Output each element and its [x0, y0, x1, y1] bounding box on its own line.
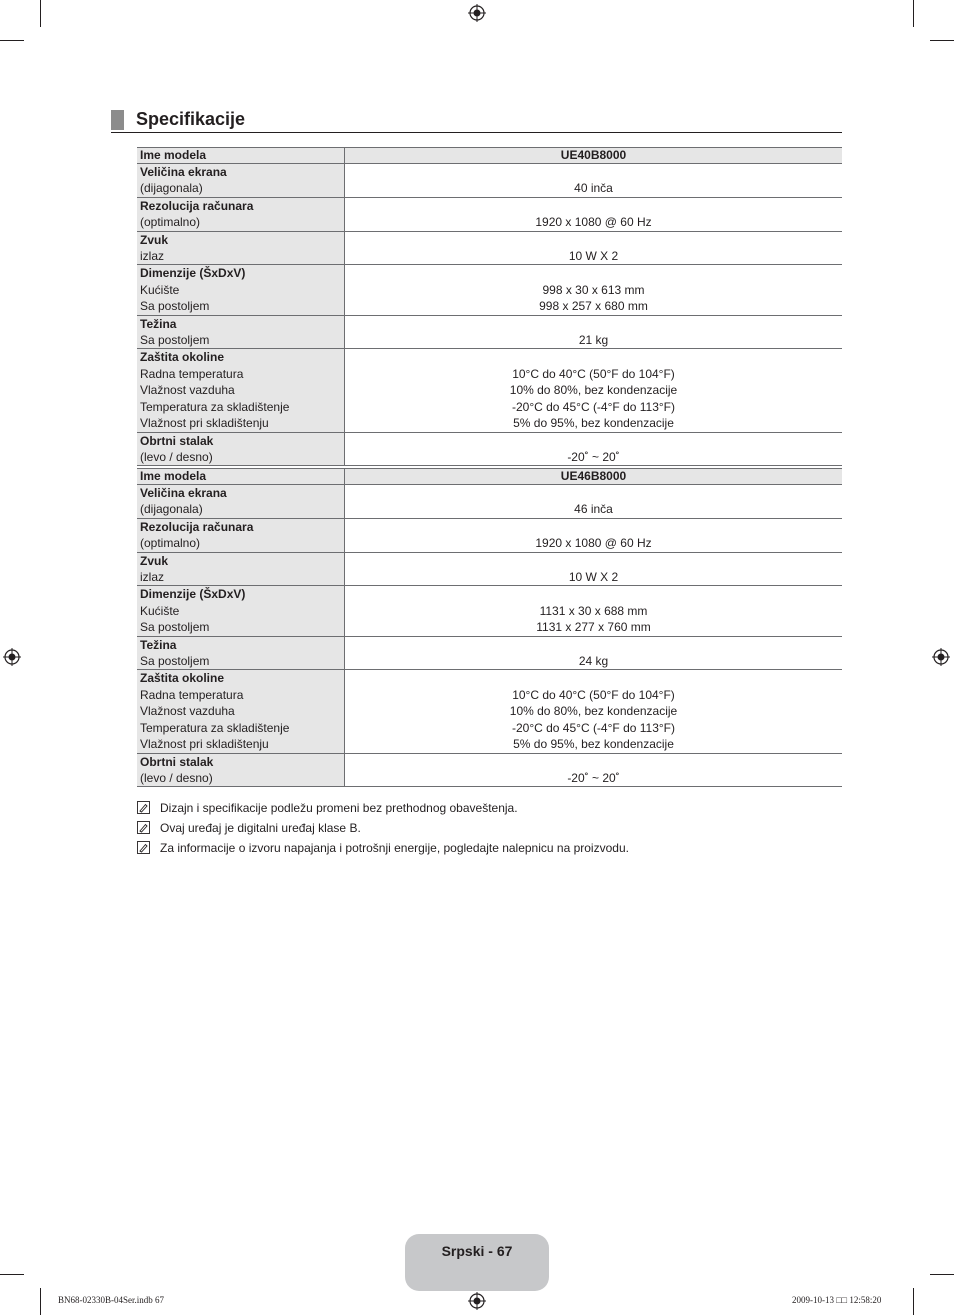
note-item: [137, 840, 842, 860]
row-value: [345, 231, 843, 265]
table-row: [137, 753, 842, 787]
table-header-row: [137, 148, 842, 164]
row-label: [137, 164, 345, 198]
crop-mark: [913, 1288, 914, 1315]
value-line: 1131 x 277 x 760 mm: [536, 620, 651, 635]
spec-table: [137, 147, 842, 466]
note-item: [137, 800, 842, 820]
row-title: Težina: [140, 637, 177, 652]
page-number: Srpski - 67: [441, 1243, 513, 1259]
row-value: [345, 197, 843, 231]
value-line: 10°C do 40°C (50°F do 104°F): [512, 687, 675, 702]
value-line: 10 W X 2: [568, 570, 619, 585]
row-label: [137, 552, 345, 586]
row-sub: Vlažnost pri skladištenju: [140, 416, 269, 431]
row-value: [345, 164, 843, 198]
row-title: Zaštita okoline: [140, 671, 225, 686]
value-line: 10 W X 2: [568, 249, 619, 264]
note-item: [137, 820, 842, 840]
row-title: Zvuk: [140, 553, 169, 568]
row-label: [137, 753, 345, 787]
table-row: [137, 432, 842, 466]
row-value: [345, 670, 843, 753]
row-sub: (levo / desno): [140, 770, 213, 785]
row-sub: Temperatura za skladištenje: [140, 399, 290, 414]
row-value: [345, 315, 843, 349]
row-sub: (levo / desno): [140, 449, 213, 464]
table-row: [137, 636, 842, 670]
page-number-tab: [405, 1234, 549, 1291]
table-row: [137, 265, 842, 315]
row-label: [137, 485, 345, 519]
row-title: Veličina ekrana: [140, 486, 227, 500]
note-text: Za informacije o izvoru napajanja i potrošnji energije, pogledajte nalepnicu na proizvodu.: [160, 841, 629, 855]
print-slug-left: BN68-02330B-04Ser.indb 67: [58, 1295, 165, 1305]
note-icon: [137, 821, 150, 834]
value-line: -20°C do 45°C (-4°F do 113°F): [511, 399, 676, 414]
row-value: [345, 586, 843, 636]
value-line: 24 kg: [578, 654, 609, 669]
registration-mark-icon: [468, 1292, 486, 1310]
row-sub: (optimalno): [140, 536, 201, 551]
row-sub: Sa postoljem: [140, 654, 210, 669]
row-label: [137, 586, 345, 636]
table-row: [137, 586, 842, 636]
table-header-row: [137, 469, 842, 485]
value-line: -20˚ ~ 20˚: [567, 770, 620, 785]
row-title: Zvuk: [140, 232, 169, 247]
value-line: 5% do 95%, bez kondenzacije: [513, 416, 674, 431]
row-value: [345, 265, 843, 315]
row-sub: Radna temperatura: [140, 366, 244, 381]
value-line: 1131 x 30 x 688 mm: [539, 603, 648, 618]
value-line: 1920 x 1080 @ 60 Hz: [535, 215, 652, 230]
table-row: [137, 518, 842, 552]
value-line: 10°C do 40°C (50°F do 104°F): [512, 366, 675, 381]
row-label: [137, 265, 345, 315]
row-sub: Vlažnost vazduha: [140, 383, 235, 398]
registration-mark-icon: [3, 648, 21, 666]
value-line: 10% do 80%, bez kondenzacije: [509, 383, 678, 398]
row-label: [137, 518, 345, 552]
value-line: 998 x 30 x 613 mm: [542, 282, 645, 297]
row-title: Veličina ekrana: [140, 165, 227, 179]
row-value: [345, 518, 843, 552]
crop-mark: [0, 1274, 24, 1275]
model-label: Ime modela: [137, 469, 345, 485]
crop-mark: [40, 1288, 41, 1315]
row-value: [345, 349, 843, 432]
row-title: Težina: [140, 316, 177, 331]
table-row: [137, 315, 842, 349]
row-sub: Radna temperatura: [140, 687, 244, 702]
row-sub: izlaz: [140, 570, 165, 585]
row-label: [137, 197, 345, 231]
value-line: 46 inča: [574, 502, 613, 517]
row-title: Obrtni stalak: [140, 433, 214, 448]
value-line: 10% do 80%, bez kondenzacije: [509, 704, 678, 719]
page-title: Specifikacije: [136, 109, 246, 129]
registration-mark-icon: [468, 4, 486, 22]
model-label: Ime modela: [137, 148, 345, 164]
row-sub: (optimalno): [140, 215, 201, 230]
value-line: 5% do 95%, bez kondenzacije: [513, 737, 674, 752]
row-label: [137, 349, 345, 432]
crop-mark: [930, 40, 954, 41]
row-sub: Kućište: [140, 603, 180, 618]
value-line: 21 kg: [578, 333, 609, 348]
title-bar-marker: [111, 110, 124, 130]
value-line: 998 x 257 x 680 mm: [539, 299, 648, 314]
note-icon: [137, 841, 150, 854]
row-title: Dimenzije (ŠxDxV): [140, 587, 246, 602]
spec-table: [137, 468, 842, 787]
row-title: Rezolucija računara: [140, 198, 254, 213]
registration-mark-icon: [932, 648, 950, 666]
model-value: UE40B8000: [345, 148, 843, 164]
table-row: [137, 231, 842, 265]
value-line: -20˚ ~ 20˚: [567, 449, 620, 464]
row-title: Obrtni stalak: [140, 754, 214, 769]
model-value: UE46B8000: [345, 469, 843, 485]
crop-mark: [0, 40, 24, 41]
row-sub: Vlažnost vazduha: [140, 704, 235, 719]
row-label: [137, 636, 345, 670]
row-label: [137, 670, 345, 753]
crop-mark: [913, 0, 914, 27]
row-value: [345, 636, 843, 670]
table-row: [137, 670, 842, 753]
row-sub: Temperatura za skladištenje: [140, 720, 290, 735]
section-header: [111, 108, 842, 133]
row-sub: Kućište: [140, 282, 180, 297]
crop-mark: [930, 1274, 954, 1275]
row-label: [137, 432, 345, 466]
notes-list: [137, 800, 842, 860]
row-label: [137, 231, 345, 265]
row-value: [345, 753, 843, 787]
row-value: [345, 432, 843, 466]
table-row: [137, 485, 842, 519]
row-sub: izlaz: [140, 249, 165, 264]
print-slug-right: 2009-10-13 □□ 12:58:20: [792, 1295, 882, 1305]
value-line: 40 inča: [574, 181, 613, 196]
row-value: [345, 485, 843, 519]
row-label: [137, 315, 345, 349]
row-sub: Sa postoljem: [140, 299, 210, 314]
row-sub: (dijagonala): [140, 502, 203, 517]
value-line: 1920 x 1080 @ 60 Hz: [535, 536, 652, 551]
note-text: Dizajn i specifikacije podležu promeni bez prethodnog obaveštenja.: [160, 801, 518, 815]
note-text: Ovaj uređaj je digitalni uređaj klase B.: [160, 821, 361, 835]
note-icon: [137, 801, 150, 814]
row-sub: Sa postoljem: [140, 620, 210, 635]
row-title: Zaštita okoline: [140, 350, 225, 365]
row-sub: Vlažnost pri skladištenju: [140, 737, 269, 752]
table-row: [137, 164, 842, 198]
table-row: [137, 552, 842, 586]
value-line: -20°C do 45°C (-4°F do 113°F): [511, 720, 676, 735]
row-value: [345, 552, 843, 586]
row-sub: (dijagonala): [140, 181, 203, 196]
crop-mark: [40, 0, 41, 27]
row-title: Dimenzije (ŠxDxV): [140, 266, 246, 281]
table-row: [137, 349, 842, 432]
row-title: Rezolucija računara: [140, 519, 254, 534]
row-sub: Sa postoljem: [140, 333, 210, 348]
table-row: [137, 197, 842, 231]
